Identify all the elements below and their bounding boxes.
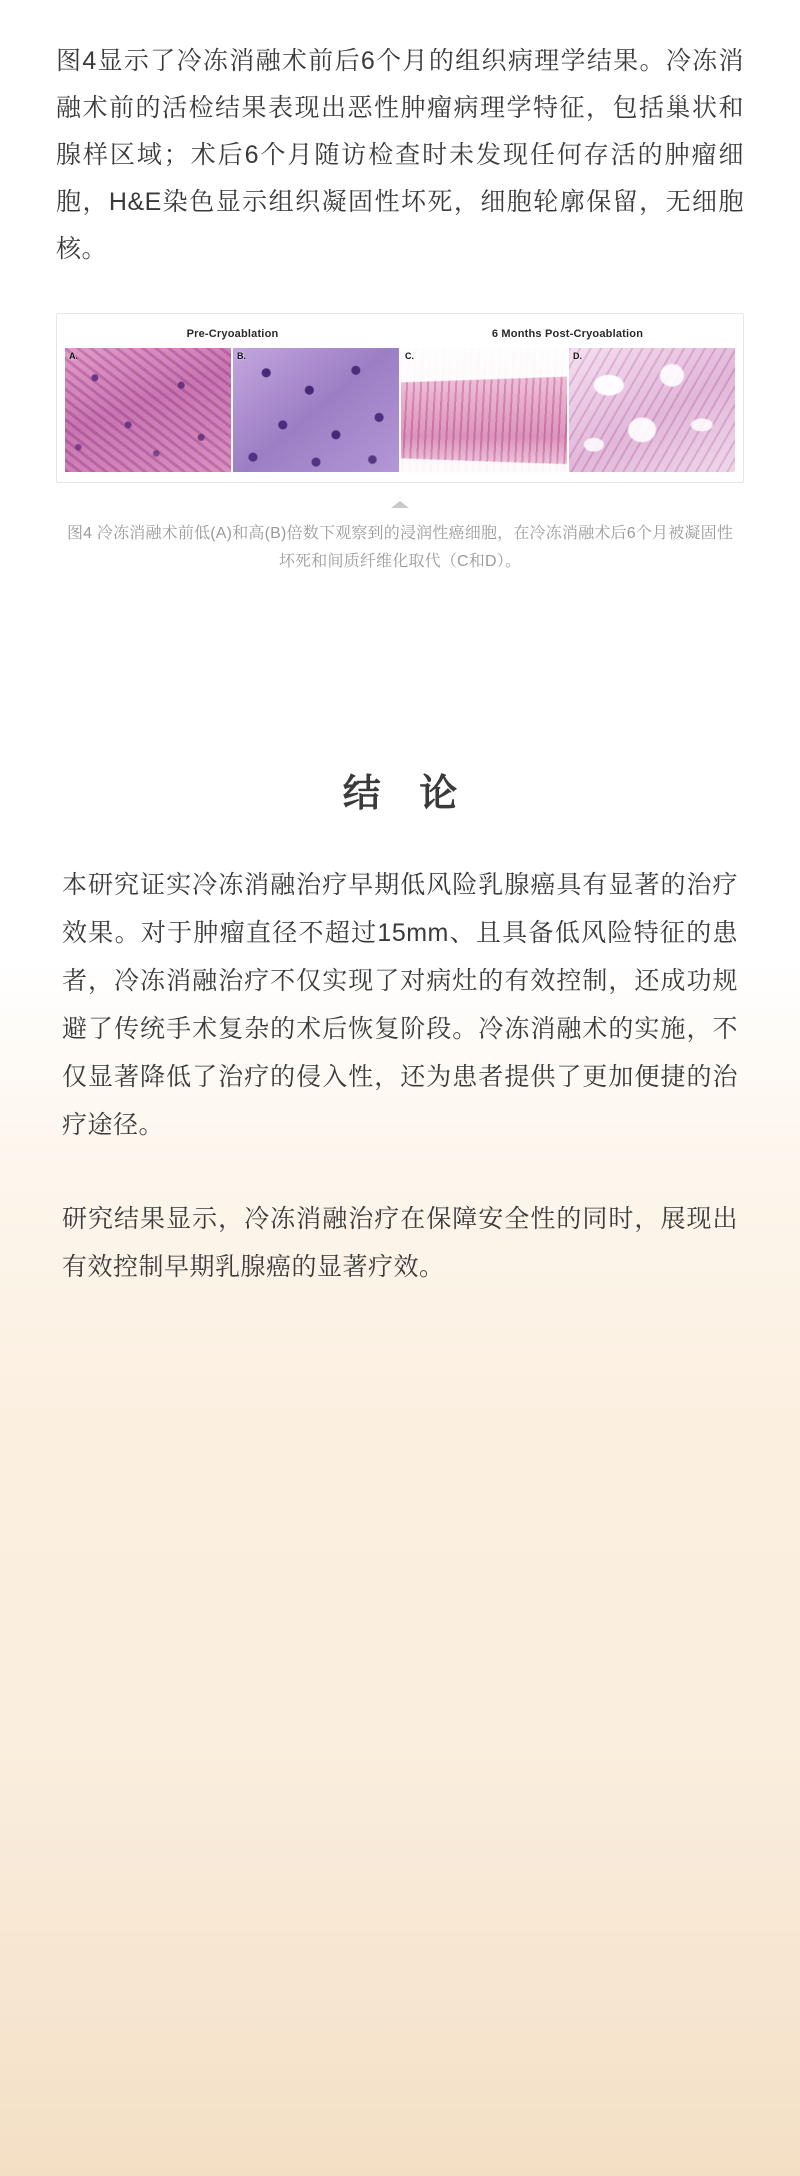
histology-figure [56, 313, 744, 483]
figure-caption: 图4 冷冻消融术前低(A)和高(B)倍数下观察到的浸润性癌细胞，在冷冻消融术后6个月被凝固性坏死和间质纤维化取代（C和D）。 [66, 525, 734, 570]
triangle-up-icon[interactable] [391, 501, 409, 508]
panel-label-a: A. [69, 351, 78, 361]
figure-panel-a[interactable] [65, 348, 231, 472]
panel-label-d: D. [573, 351, 582, 361]
conclusion-paragraph-1: 本研究证实冷冻消融治疗早期低风险乳腺癌具有显著的治疗效果。对于肿瘤直径不超过15mm、且具备低风险特征的患者，冷冻消融治疗不仅实现了对病灶的有效控制，还成功规避了传统手术复杂的术后恢复阶段。冷冻消融术的实施，不仅显著降低了治疗的侵入性，还为患者提供了更加便捷的治疗途径。 [62, 871, 738, 1139]
figure-header-pre: Pre-Cryoablation [186, 328, 279, 340]
figure-panel-b[interactable] [233, 348, 399, 472]
conclusion-paragraph-2: 研究结果显示，冷冻消融治疗在保障安全性的同时，展现出有效控制早期乳腺癌的显著疗效。 [62, 1205, 738, 1281]
figure-panel-row [65, 348, 735, 472]
figure-panel-d[interactable] [569, 348, 735, 472]
conclusion-title: 结 论 [342, 773, 472, 815]
intro-paragraph: 图4显示了冷冻消融术前后6个月的组织病理学结果。冷冻消融术前的活检结果表现出恶性肿瘤病理学特征，包括巢状和腺样区域；术后6个月随访检查时未发现任何存活的肿瘤细胞，H&E染色显示组织凝固性坏死，细胞轮廓保留，无细胞核。 [56, 47, 744, 263]
conclusion-section [0, 817, 800, 1291]
figure-panel-c[interactable] [401, 348, 567, 472]
figure-header-post: 6 Months Post-Cryoablation [491, 328, 644, 340]
panel-label-b: B. [237, 351, 246, 361]
intro-section [0, 0, 800, 273]
figure-header-row [65, 322, 735, 348]
panel-label-c: C. [405, 351, 414, 361]
